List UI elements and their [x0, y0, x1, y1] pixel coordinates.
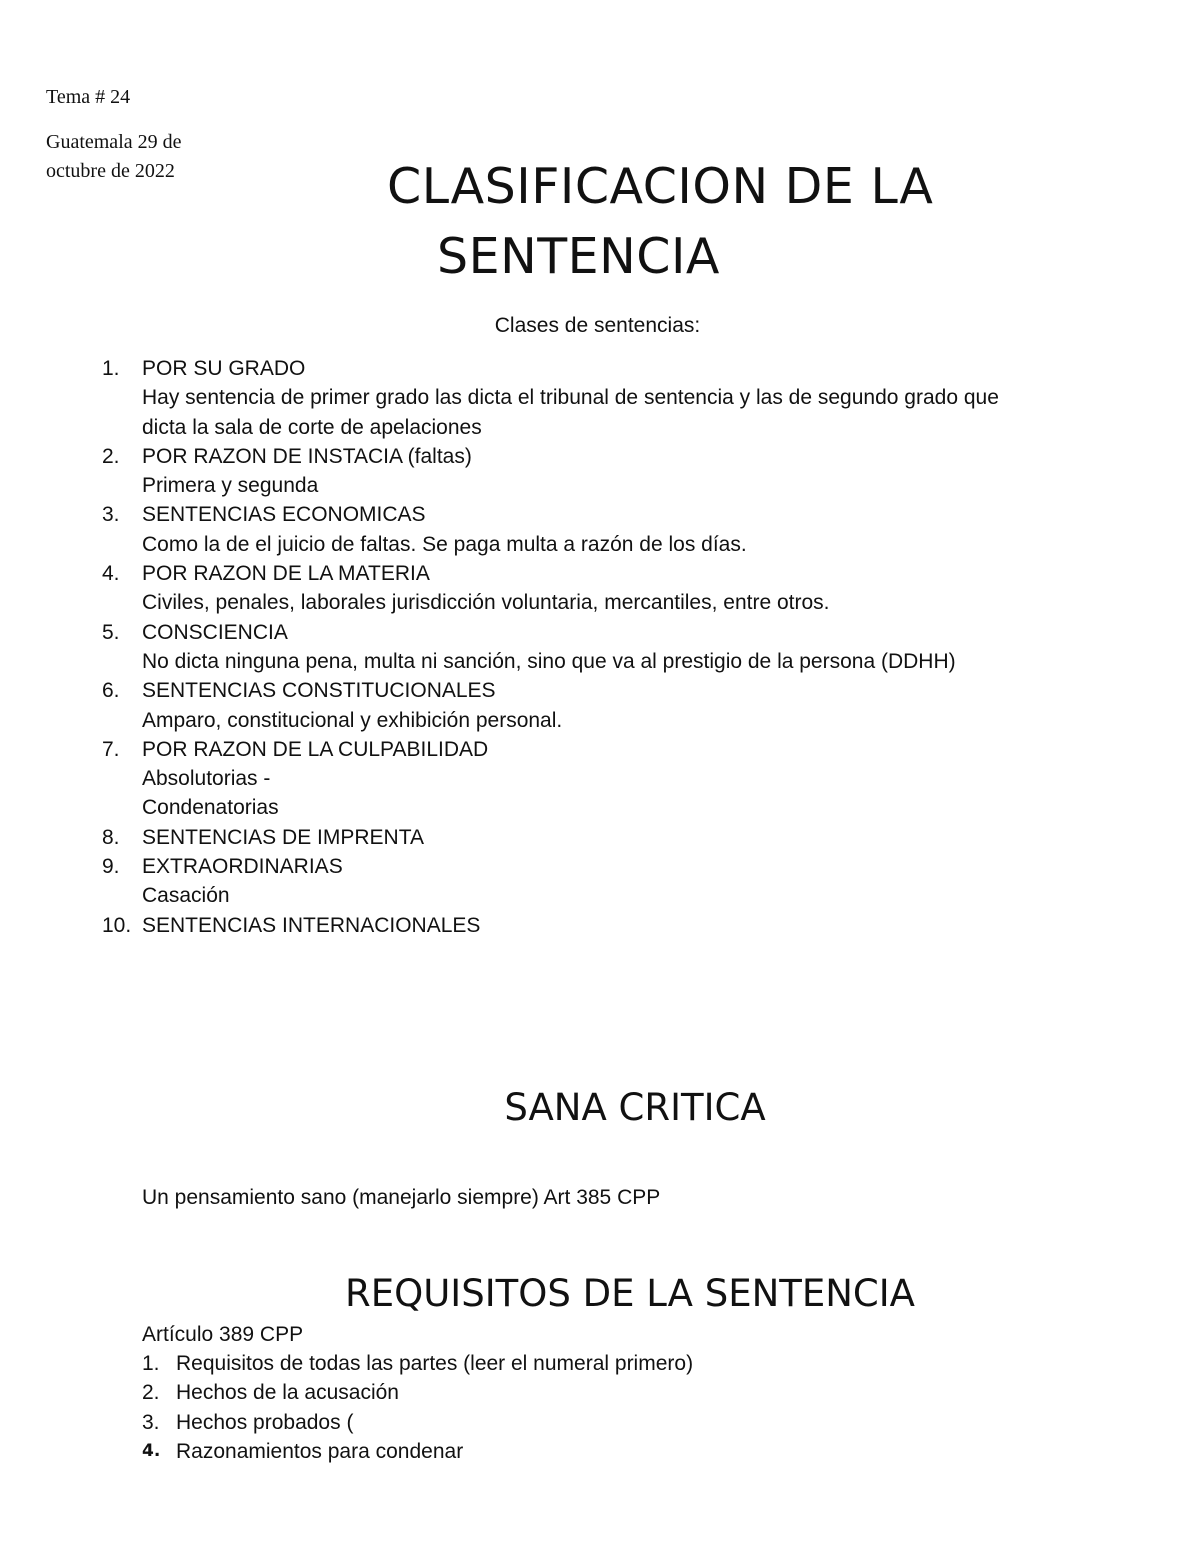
list-number: 4.	[102, 562, 120, 586]
page-title-line-1: CLASIFICACION DE LA	[387, 158, 934, 215]
class-detail: dicta la sala de corte de apelaciones	[142, 415, 482, 439]
list-item	[0, 442, 1150, 501]
list-item	[0, 735, 1150, 823]
section-title-sana-critica: SANA CRITICA	[504, 1086, 766, 1129]
list-number: 6.	[102, 679, 120, 703]
date-line-2: octubre de 2022	[46, 160, 175, 182]
class-heading: POR RAZON DE LA CULPABILIDAD	[142, 737, 489, 761]
list-number: 1.	[142, 1352, 160, 1375]
topic-number: Tema # 24	[46, 86, 131, 108]
list-item	[0, 618, 1150, 677]
page-title-line-2: SENTENCIA	[437, 228, 720, 285]
list-item	[0, 911, 1150, 940]
list-item	[0, 823, 1150, 852]
requirement-text: Requisitos de todas las partes (leer el numeral primero)	[176, 1352, 694, 1375]
class-heading: SENTENCIAS DE IMPRENTA	[142, 825, 424, 849]
requirement-text: Hechos de la acusación	[176, 1381, 399, 1405]
class-heading: SENTENCIAS ECONOMICAS	[142, 503, 426, 527]
class-heading: EXTRAORDINARIAS	[142, 855, 343, 879]
class-detail: Hay sentencia de primer grado las dicta el tribunal de sentencia y las de segundo grado que	[142, 386, 999, 410]
article-reference: Artículo 389 CPP	[142, 1323, 304, 1346]
list-item	[0, 354, 1150, 442]
list-number: 2.	[142, 1381, 160, 1405]
class-detail: Amparo, constitucional y exhibición personal.	[142, 708, 563, 732]
list-number: 3.	[102, 503, 120, 527]
list-item	[0, 1349, 693, 1378]
date-line-1: Guatemala 29 de	[46, 131, 182, 153]
class-detail: No dicta ninguna pena, multa ni sanción, sino que va al prestigio de la persona (DDHH)	[142, 649, 956, 673]
section-title-requisitos: REQUISITOS DE LA SENTENCIA	[345, 1272, 915, 1315]
class-detail: Condenatorias	[142, 796, 279, 820]
date	[46, 128, 236, 186]
requirements-list	[0, 1349, 693, 1466]
list-item	[0, 852, 1150, 911]
class-detail: Civiles, penales, laborales jurisdicción voluntaria, mercantiles, entre otros.	[142, 591, 830, 615]
sentence-classes-list	[0, 354, 1150, 940]
list-number: 7.	[102, 737, 120, 761]
class-heading: SENTENCIAS CONSTITUCIONALES	[142, 679, 496, 703]
class-detail: Absolutorias -	[142, 767, 271, 791]
list-item	[0, 676, 1150, 735]
list-number: 5.	[102, 620, 120, 644]
requirement-text: Hechos probados (	[176, 1410, 354, 1434]
list-number: 8.	[102, 825, 120, 849]
list-number: 2.	[102, 444, 120, 468]
list-item	[0, 500, 1150, 559]
class-detail: Primera y segunda	[142, 474, 319, 498]
list-item	[0, 1378, 693, 1407]
classes-subtitle: Clases de sentencias:	[494, 314, 701, 337]
class-heading: POR SU GRADO	[142, 357, 306, 380]
requirement-text: Razonamientos para condenar	[176, 1439, 464, 1463]
class-heading: SENTENCIAS INTERNACIONALES	[142, 913, 481, 937]
class-detail: Casación	[142, 884, 230, 908]
sana-critica-text: Un pensamiento sano (manejarlo siempre) Art 385 CPP	[142, 1186, 661, 1209]
list-number: 10.	[102, 913, 132, 937]
list-number: 1.	[102, 357, 120, 380]
class-detail: Como la de el juicio de faltas. Se paga multa a razón de los días.	[142, 532, 747, 556]
class-heading: CONSCIENCIA	[142, 620, 288, 644]
class-heading: POR RAZON DE INSTACIA (faltas)	[142, 444, 472, 468]
list-number: 9.	[102, 855, 120, 879]
list-item	[0, 1408, 693, 1437]
list-item	[0, 559, 1150, 618]
list-item	[0, 1437, 693, 1466]
list-number: 4.	[142, 1440, 161, 1461]
class-heading: POR RAZON DE LA MATERIA	[142, 562, 430, 586]
list-number: 3.	[142, 1410, 160, 1434]
